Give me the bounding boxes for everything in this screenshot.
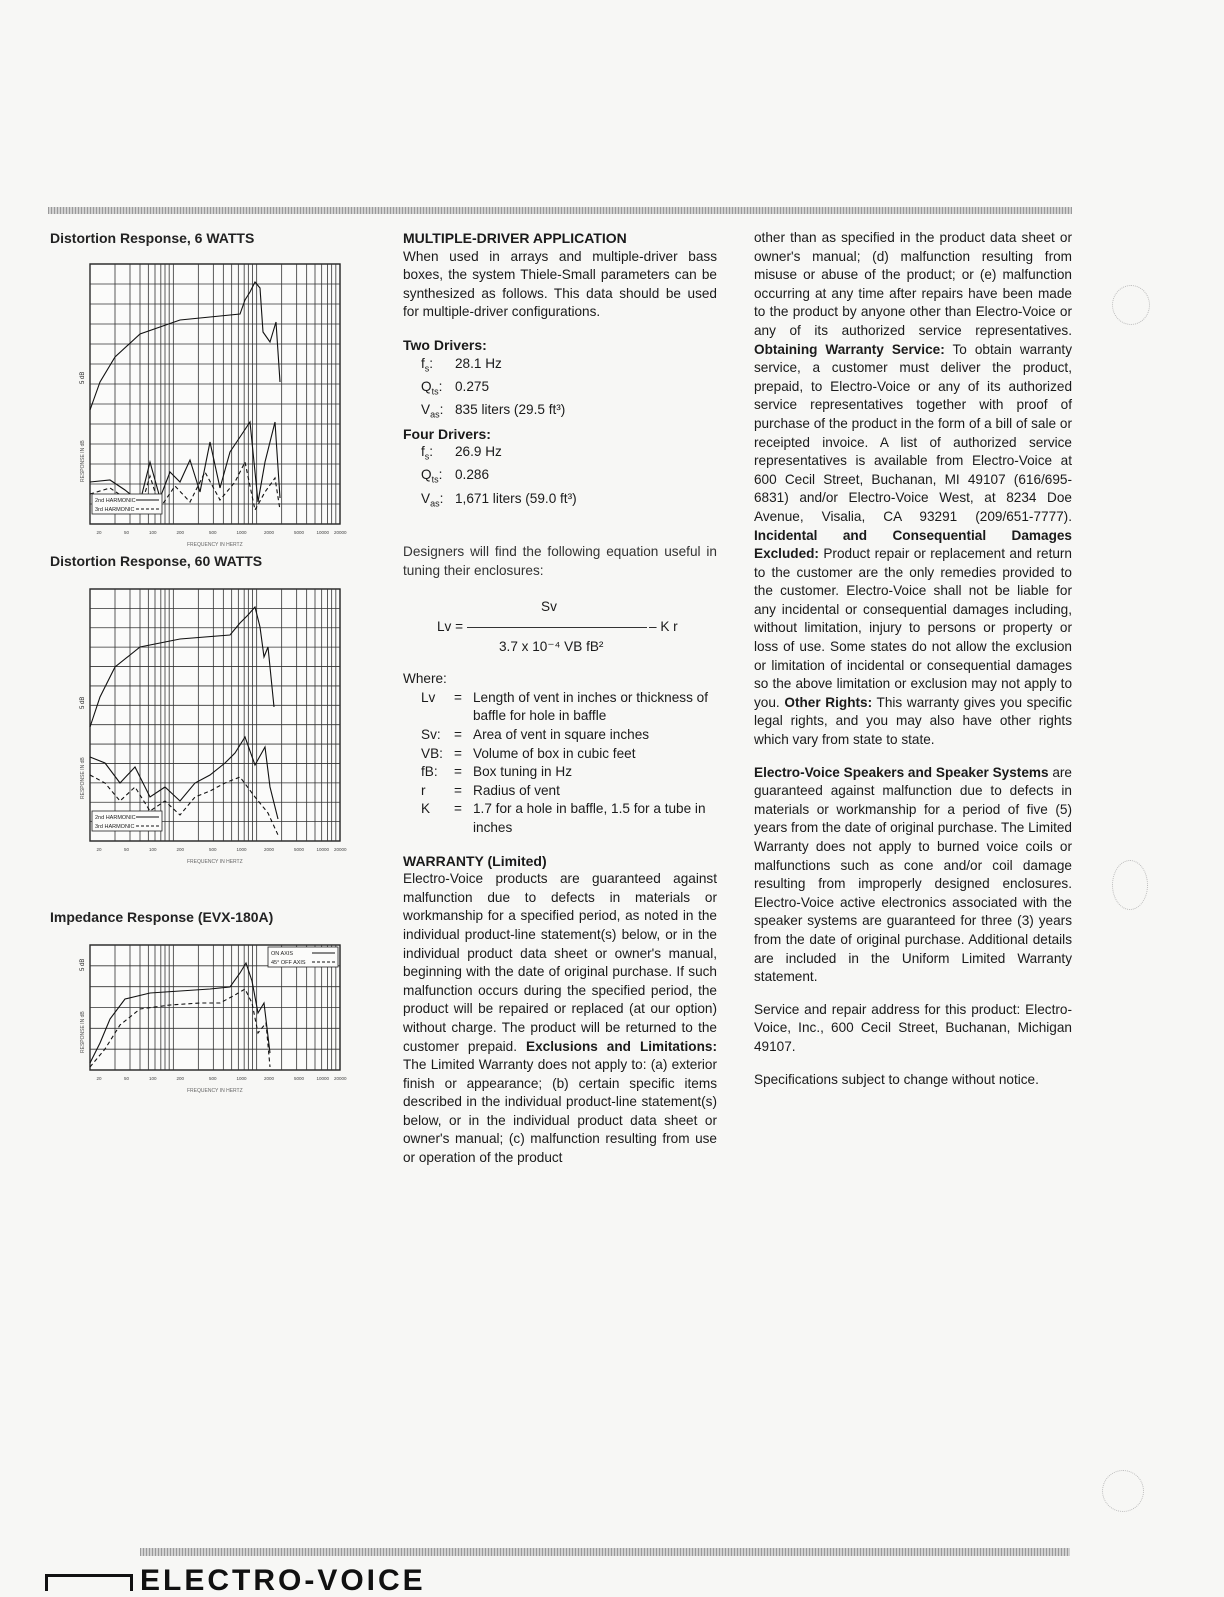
column-middle — [403, 229, 717, 1168]
multi-driver-heading: MULTIPLE-DRIVER APPLICATION — [403, 230, 627, 246]
spec-row: $f_s$: 28.1 Hz — [421, 355, 502, 374]
where-row: r = Radius of vent — [421, 782, 560, 798]
chart-title: Distortion Response, 6 WATTS — [50, 230, 255, 246]
where-label: Where: — [403, 671, 447, 687]
two-drivers-list — [403, 355, 717, 425]
x-tick-label: 2000 — [264, 530, 275, 535]
spec-row: $f_s$: 26.9 Hz — [421, 444, 502, 462]
y-axis-label: RESPONSE IN dB — [80, 1011, 86, 1053]
x-tick-label: 500 — [209, 847, 217, 852]
x-tick-label: 10000 — [316, 847, 330, 852]
footer-logo: ELECTRO-VOICE — [140, 1564, 426, 1597]
x-tick-label: 10000 — [316, 1076, 330, 1081]
x-tick-label: 50 — [124, 847, 130, 852]
two-drivers-heading: Two Drivers: — [403, 336, 487, 353]
chart-frame — [90, 264, 340, 524]
y-scale-tag: 5 dB — [80, 371, 86, 384]
scan-smudge — [1112, 860, 1148, 910]
service-address: Service and repair address for this product: Electro-Voice, Inc., 600 Cecil Street, Buchanan, Michigan 49107. — [754, 1001, 1072, 1054]
where-row: K = 1.7 for a hole in baffle, 1.5 for a tube in inches — [421, 801, 706, 835]
y-axis-label: RESPONSE IN dB — [80, 440, 86, 482]
speakers-warranty: Electro-Voice Speakers and Speaker Systems are guaranteed against malfunction due to defects in materials or workmanship for a period of five (5) years from the date of original purchase. The Limited Warranty does not apply to burned voice coils or malfunctions such as cone and/or coil damage resulting from improperly designed enclosures. Electro-Voice active electronics associated with the speaker systems are guaranteed for three (3) years from the date of original purchase. Additional details are included in the Uniform Limited Warranty statement. — [754, 764, 1072, 985]
x-tick-label: 5000 — [294, 1076, 305, 1081]
where-row: fB: = Box tuning in Hz — [421, 764, 572, 780]
designers-note: Designers will find the following equation useful in tuning their enclosures: — [403, 544, 717, 578]
x-axis-label: FREQUENCY IN HERTZ — [187, 542, 243, 548]
formula-fraction-bar — [467, 627, 647, 628]
column-right — [754, 229, 1072, 1089]
formula-tail: – K r — [649, 619, 678, 635]
x-tick-label: 20 — [96, 1076, 102, 1081]
x-tick-label: 100 — [149, 530, 157, 535]
x-tick-label: 100 — [149, 847, 157, 852]
y-scale-tag: 5 dB — [80, 958, 86, 971]
x-tick-label: 100 — [149, 1076, 157, 1081]
bottom-rule — [140, 1548, 1070, 1556]
x-tick-label: 20 — [96, 530, 102, 535]
x-tick-label: 200 — [176, 530, 185, 535]
x-tick-label: 5000 — [294, 847, 305, 852]
chart-title: Impedance Response (EVX-180A) — [50, 909, 274, 925]
legend-label: 2nd HARMONIC — [95, 815, 136, 821]
x-tick-label: 20000 — [334, 1076, 347, 1081]
chart-title: Distortion Response, 60 WATTS — [50, 553, 263, 569]
four-drivers-list — [403, 443, 717, 513]
logo-box — [45, 1574, 133, 1591]
x-axis-label: FREQUENCY IN HERTZ — [187, 859, 243, 865]
legend-label: 45° OFF AXIS — [271, 960, 306, 966]
legend-label: ON AXIS — [271, 951, 294, 957]
where-row: Sv: = Area of vent in square inches — [421, 727, 650, 742]
x-tick-label: 50 — [124, 530, 130, 535]
spec-row: $V_{as}$: 1,671 liters (59.0 ft³) — [421, 490, 577, 509]
x-tick-label: 10000 — [316, 530, 330, 535]
scan-smudge — [1112, 285, 1150, 325]
y-scale-tag: 5 dB — [80, 696, 86, 709]
legend-label: 3rd HARMONIC — [95, 824, 135, 830]
x-tick-label: 50 — [124, 1076, 130, 1081]
x-tick-label: 5000 — [294, 530, 305, 535]
top-rule — [48, 207, 1072, 214]
x-tick-label: 2000 — [264, 847, 275, 852]
x-tick-label: 20000 — [334, 530, 347, 535]
vent-formula — [403, 592, 717, 666]
x-tick-label: 2000 — [264, 1076, 275, 1081]
x-tick-label: 200 — [176, 1076, 185, 1081]
impedance-chart — [80, 943, 347, 1098]
x-tick-label: 1000 — [236, 1076, 247, 1081]
formula-numerator: Sv — [541, 599, 557, 615]
four-drivers-heading: Four Drivers: — [403, 425, 491, 442]
x-tick-label: 1000 — [236, 847, 247, 852]
scan-smudge — [1102, 1470, 1144, 1512]
distortion-60w-chart — [80, 587, 347, 869]
legend-label: 2nd HARMONIC — [95, 498, 136, 504]
where-row: Lv = Length of vent in inches or thickness of baffle for hole in baffle — [421, 689, 709, 724]
multi-driver-intro: When used in arrays and multiple-driver bass boxes, the system Thiele-Small parameters can be synthesized as follows. This data should be used for multiple-driver configurations. — [403, 248, 717, 320]
spec-row: $V_{as}$: 835 liters (29.5 ft³) — [421, 402, 566, 420]
formula-denominator: 3.7 x 10⁻⁴ VB fB² — [499, 639, 604, 655]
spec-row: $Q_{ts}$: 0.275 — [421, 378, 490, 397]
x-tick-label: 500 — [209, 1076, 217, 1081]
distortion-6w-chart — [80, 262, 347, 552]
specs-note: Specifications subject to change without notice. — [754, 1071, 1039, 1087]
x-tick-label: 200 — [176, 847, 185, 852]
legend-label: 3rd HARMONIC — [95, 507, 135, 513]
warranty-continued: other than as specified in the product data sheet or owner's manual; (d) malfunction resulting from misuse or abuse of the product; or (e) malfunction occurring at any time after repairs have been made to the product by anyone other than Electro-Voice or any of its authorized service representatives. Obtaining Warranty Service: To obtain warranty service, a customer must deliver the product, prepaid, to Electro-Voice or any of its authorized service representatives together with proof of purchase of the product in the form of a bill of sale or receipted invoice. A list of authorized service representatives is available from Electro-Voice at 600 Cecil Street, Buchanan, MI 49107 (616/695-6831) and/or Electro-Voice West, at 8234 Doe Avenue, Visalia, CA 93291 (209/651-7777). Incidental and Consequential Damages Excluded: Product repair or replacement and return to the customer are the only remedies provided to the customer. Electro-Voice shall not be liable for any incidental or consequential damages including, without limitation, injury to persons or property or loss of use. Some states do not allow the exclusion or limitation of incidental or consequential damages so the above limitation or exclusion may not apply to you. Other Rights: This warranty gives you specific legal rights, and you may also have other rights which vary from state to state. — [754, 230, 1072, 748]
warranty-paragraph: Electro-Voice products are guaranteed against malfunction due to defects in materials or workmanship for a specified period, as noted in the individual product-line statement(s) below, or in the individual product data sheet or owner's manual, beginning with the date of original purchase. If such malfunction occurs during the specified period, the product will be repaired or replaced (at our option) without charge. The product will be returned to the customer prepaid. Exclusions and Limitations: The Limited Warranty does not apply to: (a) exterior finish or appearance; (b) certain specific items described in the individual product-line statement(s) below, or in the individual product data sheet or owner's manual; (c) malfunction resulting from use or operation of the product — [403, 871, 717, 1166]
formula-lhs: Lv = — [437, 619, 464, 635]
chart-frame — [90, 589, 340, 841]
where-row: VB: = Volume of box in cubic feet — [421, 745, 636, 761]
spec-row: $Q_{ts}$: 0.286 — [421, 467, 490, 486]
x-tick-label: 20 — [96, 847, 102, 852]
x-axis-label: FREQUENCY IN HERTZ — [187, 1088, 243, 1094]
x-tick-label: 20000 — [334, 847, 347, 852]
x-tick-label: 500 — [209, 530, 217, 535]
where-list — [403, 689, 717, 838]
warranty-heading: WARRANTY (Limited) — [403, 852, 547, 869]
x-tick-label: 1000 — [236, 530, 247, 535]
y-axis-label: RESPONSE IN dB — [80, 757, 86, 799]
